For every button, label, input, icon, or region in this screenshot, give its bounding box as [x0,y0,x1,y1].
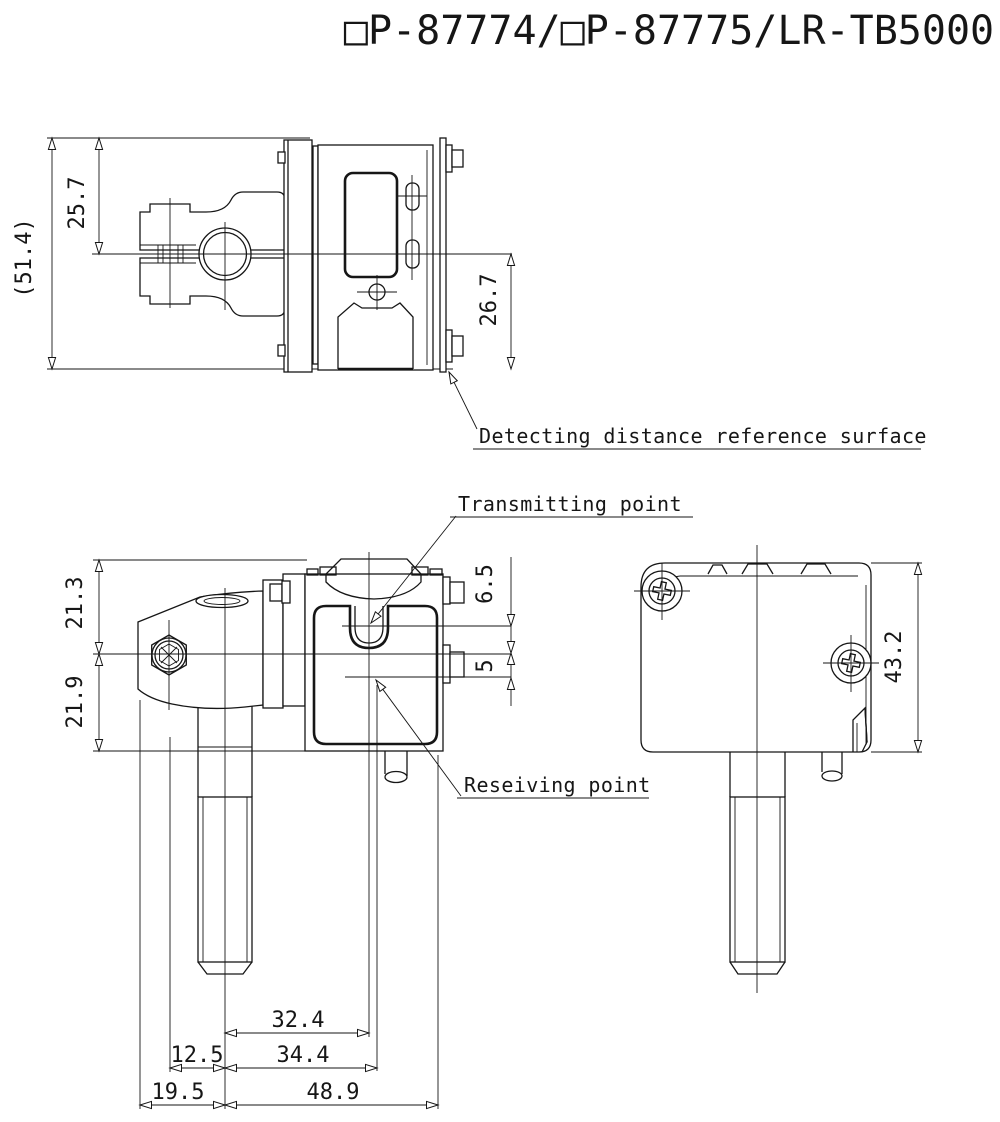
dim-center-to-receive: 34.4 [276,1043,330,1068]
dim-overall-depth: (51.4) [12,218,37,298]
side-screw-washer [446,330,452,362]
rod-thread [730,797,785,962]
dim-transmit-offset: 6.5 [473,564,498,604]
side-screw-head [452,336,463,356]
rear-view-drawing [634,545,922,993]
sensor-body-top [318,145,433,370]
dim-top-to-axis: 21.3 [63,576,88,630]
rod-chamfer [730,962,785,974]
side-stud [450,652,464,677]
bottom-dimensions [140,1008,438,1109]
sensor-body-front [305,574,443,751]
spacer-top [313,146,318,364]
detecting-surface-label: Detecting distance reference surface [479,424,927,448]
mounting-rod-rear [730,727,785,993]
front-face-plate [440,138,446,372]
dim-hex-to-center: 12.5 [170,1043,224,1068]
drawing-title: □P-87774/□P-87775/LR-TB5000 [343,8,995,54]
cable-stub [385,751,407,783]
cable-end [385,772,407,783]
side-stud-washer [443,577,450,604]
dim-axis-to-bottom: 21.9 [63,675,88,729]
dim-bracket-depth: 25.7 [65,176,90,230]
cable-end [822,771,842,781]
dim-body-height: 43.2 [882,630,907,684]
left-stud [270,584,282,601]
cable-stub-rear [822,752,842,781]
dim-center-to-transmit: 32.4 [271,1008,325,1033]
side-stud [450,582,464,603]
dim-body-depth: 26.7 [477,273,502,327]
side-screw-washer [446,145,452,172]
dim-edge-to-center: 19.5 [151,1080,205,1105]
dim-center-to-right-edge: 48.9 [306,1080,360,1105]
side-screw-head [452,150,463,167]
transmitting-point-label: Transmitting point [458,492,682,516]
left-stud-washer [282,581,290,603]
top-view-drawing [12,138,927,449]
dim-receive-offset: 5 [473,659,498,673]
plate-tab [278,152,285,163]
receiving-point-label: Reseiving point [464,773,651,797]
front-view-drawing [63,492,693,1109]
plate-tab [278,345,285,356]
